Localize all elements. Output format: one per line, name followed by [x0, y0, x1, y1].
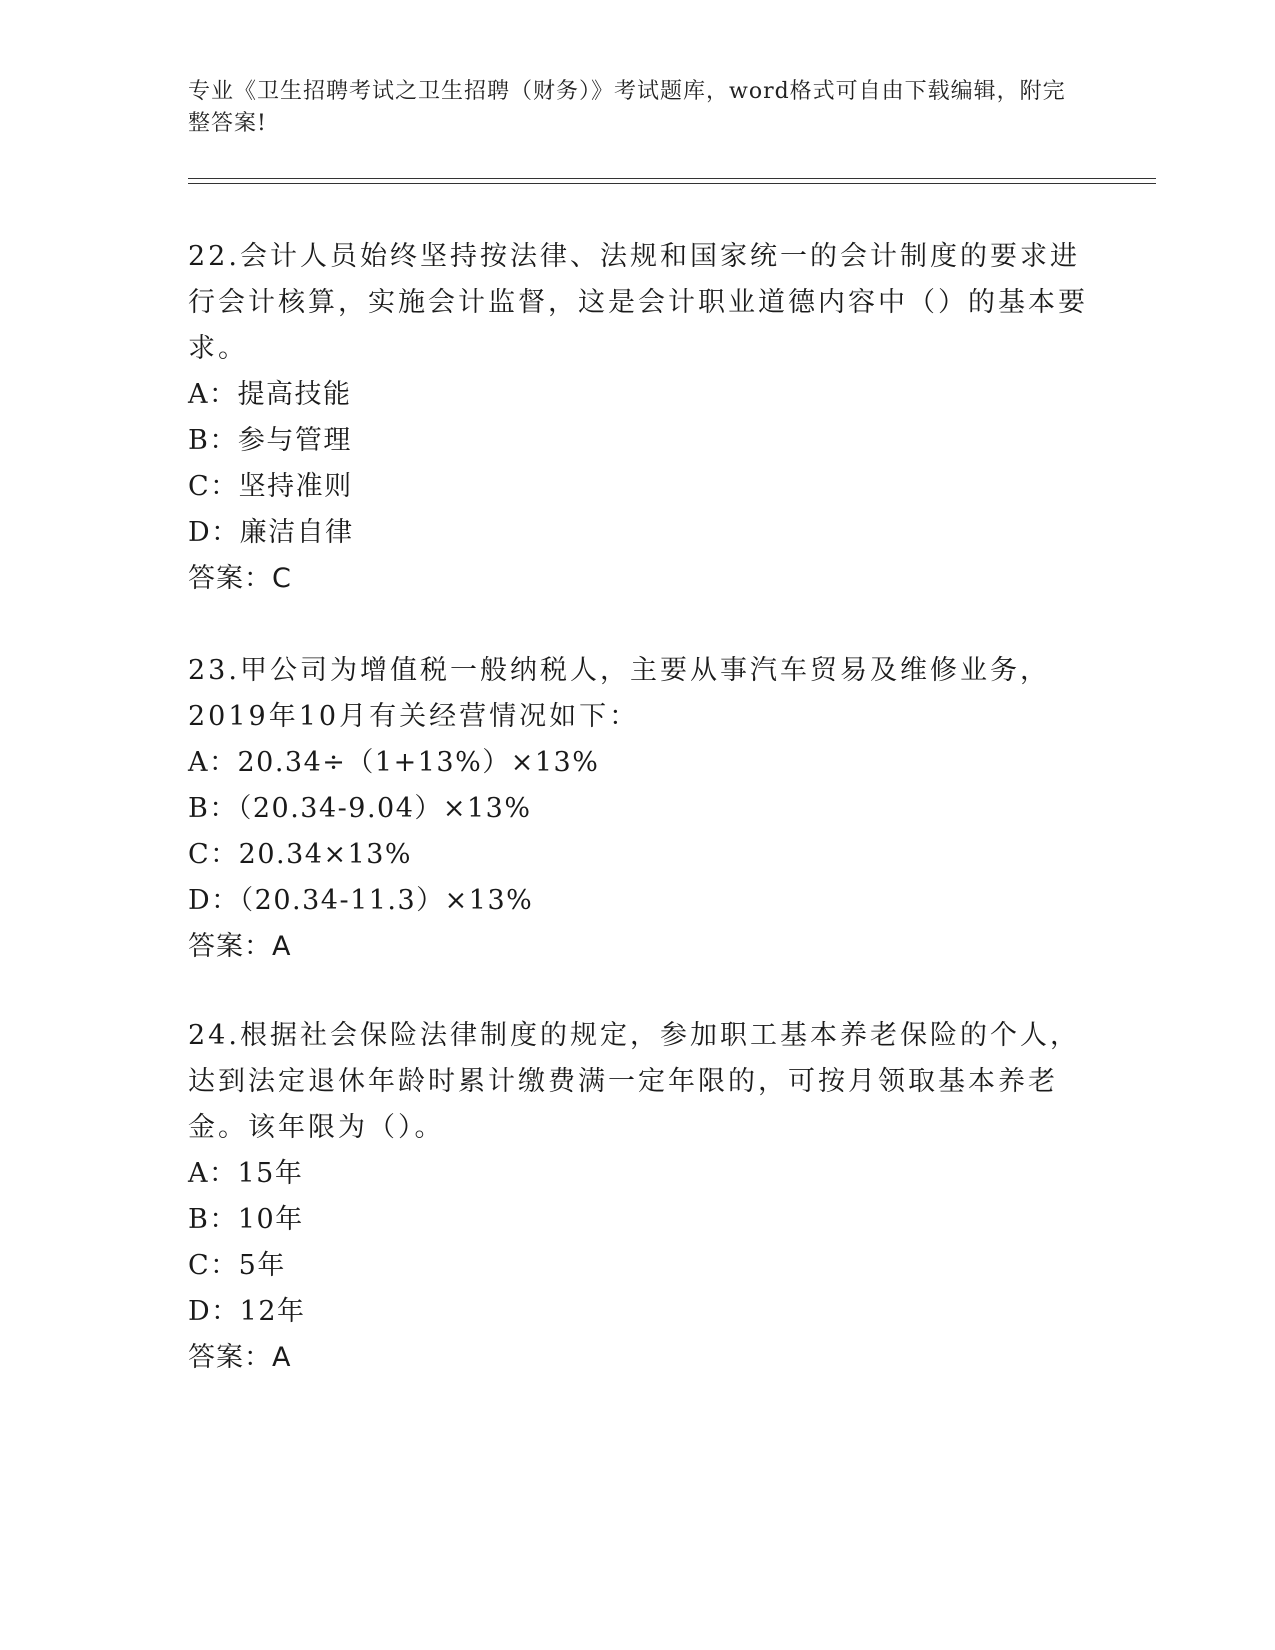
question-23 — [188, 648, 1088, 970]
question-stem: 23.甲公司为增值税一般纳税人，主要从事汽车贸易及维修业务，2019年10月有关经营情况如下： — [188, 655, 1050, 732]
question-stem: 22.会计人员始终坚持按法律、法规和国家统一的会计制度的要求进行会计核算，实施会计监督，这是会计职业道德内容中（）的基本要求。 — [188, 241, 1088, 364]
header-rule-top — [188, 178, 1156, 179]
question-stem: 24.根据社会保险法律制度的规定，参加职工基本养老保险的个人，达到法定退休年龄时累计缴费满一定年限的，可按月领取基本养老金。该年限为（）。 — [188, 1020, 1080, 1143]
option-b: B：参与管理 — [188, 425, 352, 456]
answer-line: 答案：C — [188, 563, 292, 594]
question-22 — [188, 234, 1088, 602]
option-d: D：廉洁自律 — [188, 517, 354, 548]
option-a: A：提高技能 — [188, 379, 352, 410]
option-c: C：5年 — [188, 1250, 286, 1281]
header-rule-bottom — [188, 183, 1156, 184]
option-d: D：12年 — [188, 1296, 306, 1327]
option-a: A：20.34÷（1+13%）×13% — [188, 747, 600, 778]
page-header: 专业《卫生招聘考试之卫生招聘（财务）》考试题库，word格式可自由下载编辑，附完整答案! — [188, 79, 1066, 136]
answer-line: 答案：A — [188, 1342, 292, 1373]
option-d: D：（20.34-11.3）×13% — [188, 885, 534, 916]
question-24 — [188, 1013, 1088, 1381]
option-b: B：（20.34-9.04）×13% — [188, 793, 532, 824]
option-a: A：15年 — [188, 1158, 304, 1189]
option-c: C：坚持准则 — [188, 471, 353, 502]
option-c: C：20.34×13% — [188, 839, 413, 870]
option-b: B：10年 — [188, 1204, 304, 1235]
answer-line: 答案：A — [188, 931, 292, 962]
